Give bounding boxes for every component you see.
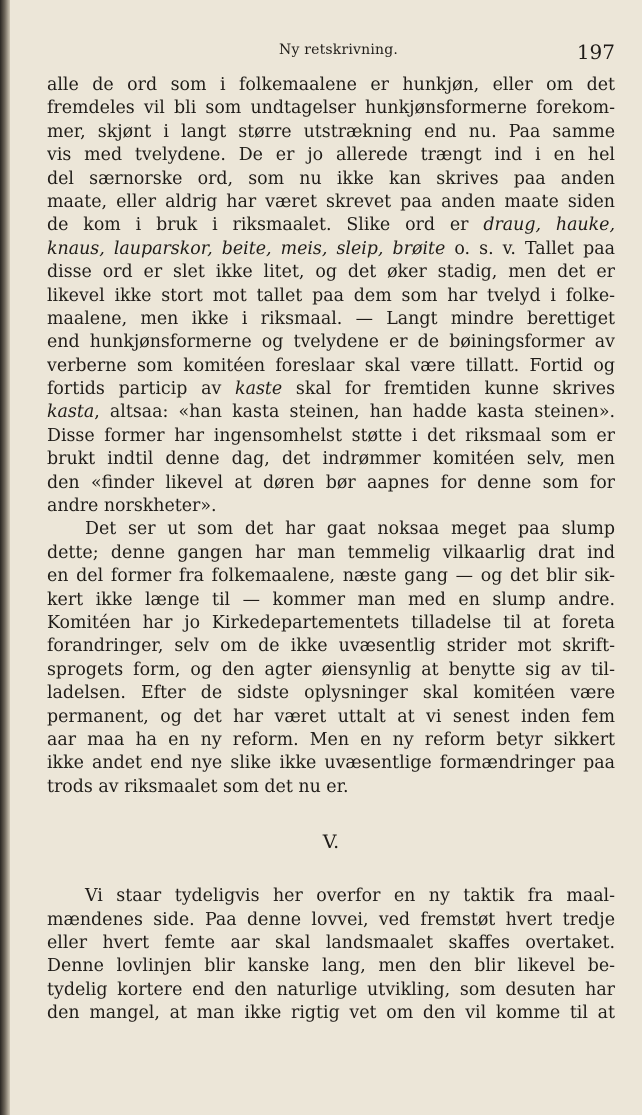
page-number: 197 (576, 40, 615, 64)
running-head (47, 40, 615, 66)
text-line: ikke andet end nye slike ikke uvæsentlige formændringer paa (47, 753, 615, 774)
text-line: likevel ikke stort mot tallet paa dem som har tvelyd i folke- (47, 285, 615, 306)
italic-text: kaste (235, 379, 283, 400)
text-line: mændenes side. Paa denne lovvei, ved fremstøt hvert tredje (47, 909, 615, 930)
text-line (47, 378, 615, 401)
text-line: vis med tvelydene. De er jo allerede trængt ind i en hel (47, 145, 615, 166)
text-line: alle de ord som i folkemaalene er hunkjøn, eller om det (47, 75, 615, 95)
text-line: tydelig kortere end den naturlige utvikling, som desuten har (47, 979, 615, 1000)
running-title: Ny retskrivning. (279, 42, 399, 58)
paragraph-1 (47, 74, 615, 518)
text-line: brukt indtil denne dag, det indrømmer komitéen selv, men (47, 449, 615, 470)
section-heading: V. (322, 831, 340, 854)
text-line: den «finder likevel at døren bør aapnes for denne som for (47, 472, 615, 493)
text-line (47, 401, 615, 424)
text-segment: skal for fremtiden kunne skrives (282, 379, 615, 400)
text-line: del særnorske ord, som nu ikke kan skrives paa anden (47, 168, 615, 189)
text-line: maate, eller aldrig har været skrevet paa anden maate siden (47, 191, 615, 212)
italic-text: knaus, lauparskor, beite, meis, sleip, brøite (47, 238, 446, 259)
text-line: Komitéen har jo Kirkedepartementets tilladelse til at foreta (47, 612, 615, 633)
text-line: end hunkjønsformerne og tvelydene er de bøiningsformer av (47, 332, 615, 353)
text-line: eller hvert femte aar skal landsmaalet skaffes overtaket. (47, 932, 615, 953)
text-line: mer, skjønt i langt større utstrækning end nu. Paa samme (47, 121, 615, 142)
text-line: disse ord er slet ikke litet, og det øker stadig, men det er (47, 262, 615, 283)
text-line: fremdeles vil bli som undtagelser hunkjønsformerne forekom- (47, 98, 615, 119)
text-line: forandringer, selv om de ikke uvæsentlig strider mot skrift- (47, 636, 615, 657)
italic-text: kasta (47, 402, 95, 423)
text-line: aar maa ha en ny reform. Men en ny reform betyr sikkert (47, 729, 615, 750)
text-line: maalene, men ikke i riksmaal. — Langt mindre berettiget (47, 308, 615, 329)
text-line: Vi staar tydeligvis her overfor en ny taktik fra maal- (85, 886, 615, 907)
text-segment: fortids particip av (47, 379, 236, 400)
text-line (47, 238, 615, 261)
text-line (47, 214, 615, 237)
book-spine-shadow (0, 0, 10, 1115)
text-segment: o. s. v. Tallet paa (445, 238, 615, 259)
body-text (47, 74, 615, 1025)
text-line: sprogets form, og den agter øiensynlig at benytte sig av til- (47, 659, 615, 680)
text-line: trods av riksmaalet som det nu er. (47, 776, 349, 797)
text-line: kert ikke længe til — kommer man med en slump andre. (47, 589, 615, 610)
text-line: andre norskheter». (47, 496, 217, 517)
paragraph-3 (47, 885, 615, 1025)
text-segment: , altsaa: «han kasta steinen, han hadde kasta steinen». (94, 402, 615, 423)
italic-text: draug, hauke, (483, 215, 615, 236)
paragraph-2 (47, 518, 615, 799)
text-line: Denne lovlinjen blir kanske lang, men den blir likevel be- (47, 956, 615, 977)
text-line: verberne som komitéen foreslaar skal være tillatt. Fortid og (47, 355, 615, 376)
text-segment: de kom i bruk i riksmaalet. Slike ord er (47, 215, 469, 236)
text-line: Det ser ut som det har gaat noksaa meget paa slump (85, 519, 615, 540)
text-line: Disse former har ingensomhelst støtte i det riksmaal som er (47, 425, 615, 446)
book-page (47, 0, 615, 1115)
text-line: en del former fra folkemaalene, næste gang — og det blir sik- (47, 566, 615, 587)
text-line: dette; denne gangen har man temmelig vilkaarlig drat ind (47, 542, 615, 563)
text-line: permanent, og det har været uttalt at vi senest inden fem (47, 706, 615, 727)
text-line: ladelsen. Efter de sidste oplysninger skal komitéen være (47, 683, 615, 704)
text-line: den mangel, at man ikke rigtig vet om den vil komme til at (47, 1003, 615, 1024)
